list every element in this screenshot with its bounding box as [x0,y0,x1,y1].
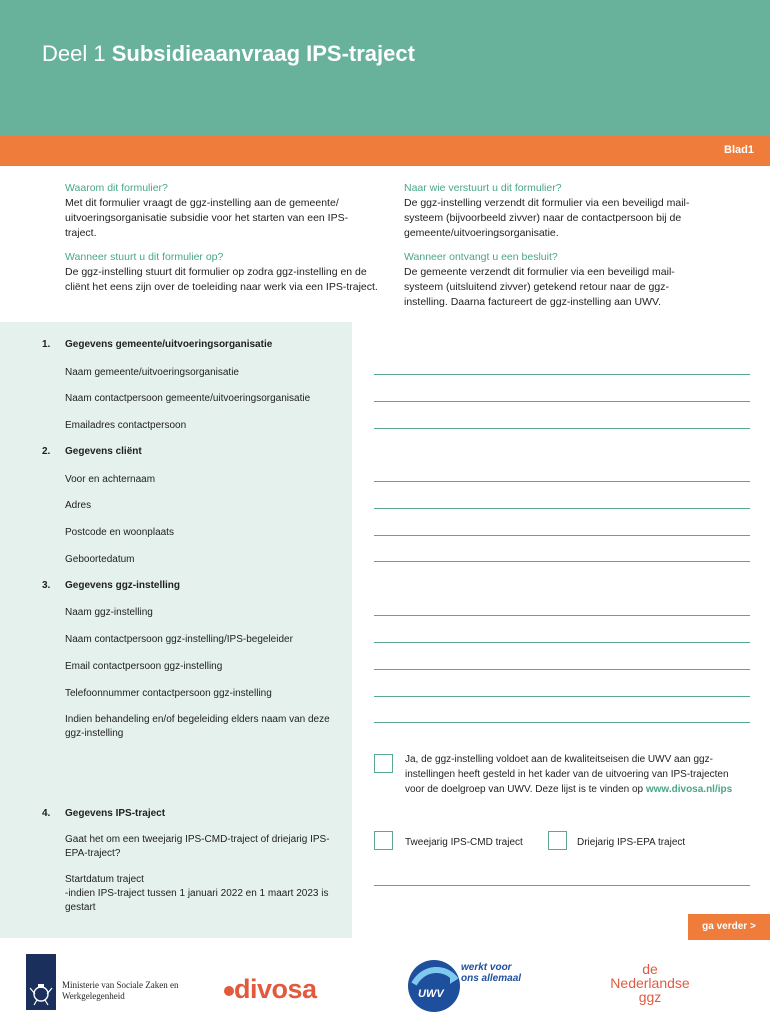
page-header [0,0,770,136]
page-title [42,41,415,67]
ggz-email-field[interactable] [374,669,750,670]
intro-decision [404,250,704,310]
ggz-phone-field[interactable] [374,696,750,697]
client-postcode-field[interactable] [374,535,750,536]
client-birthdate-field[interactable] [374,561,750,562]
sheet-label: Blad1 [724,144,754,156]
uwv-logo-icon [406,958,462,1014]
client-name-field[interactable] [374,481,750,482]
nederlandse-ggz-logo [600,962,700,1004]
intro-answer: De ggz-instelling verzendt dit formulier via een beveiligd mail-systeem (bijvoorbeeld zivver) naar de contactpersoon bij de gemeente/uitvoeringsorganisatie. [404,197,690,239]
field-label: Emailadres contactpersoon [65,420,187,431]
municipality-name-field[interactable] [374,374,750,375]
ndl-word: de [642,961,658,977]
field-label: Naam ggz-instelling [65,607,153,618]
intro-to-whom [404,181,726,241]
intro-answer: De ggz-instelling stuurt dit formulier op zodra ggz-instelling en de cliënt het eens zijn over de toeleiding naar werk via een IPS-traject. [65,266,378,293]
field-label: Adres [65,500,92,511]
field-label: Naam contactpersoon ggz-instelling/IPS-begeleider [65,634,293,645]
section-title-ggz: Gegevens ggz-instelling [65,580,181,591]
field-label: Gaat het om een tweejarig IPS-CMD-traject of driejarig IPS-EPA-traject? [65,834,330,859]
section-number: 2. [42,446,51,457]
quality-requirements-label [405,752,750,797]
ndl-word: ggz [638,989,662,1005]
cmd-traject-checkbox[interactable] [374,831,393,850]
section-number: 1. [42,339,51,350]
epa-traject-label: Driejarig IPS-EPA traject [577,837,686,848]
cmd-traject-label: Tweejarig IPS-CMD traject [405,837,523,848]
start-date-label [65,873,350,915]
section-number: 4. [42,808,51,819]
field-label: Naam contactpersoon gemeente/uitvoeringsorganisatie [65,393,311,404]
client-address-field[interactable] [374,508,750,509]
epa-traject-checkbox[interactable] [548,831,567,850]
title-part: Deel 1 [42,41,106,66]
start-date-note: -indien IPS-traject tussen 1 januari 2022 en 1 maart 2023 is gestart [65,888,329,913]
quality-requirements-checkbox[interactable] [374,754,393,773]
start-date-field[interactable] [374,885,750,886]
logo-bar [0,952,770,1024]
ministry-crest-icon [26,954,56,1010]
intro-question: Wanneer stuurt u dit formulier op? [65,251,224,263]
divosa-link[interactable]: www.divosa.nl/ips [645,784,733,795]
intro-question: Naar wie verstuurt u dit formulier? [404,182,562,194]
field-label: Naam gemeente/uitvoeringsorganisatie [65,367,239,378]
quality-text: Ja, de ggz-instelling voldoet aan de kwaliteitseisen die UWV aan ggz-instellingen heeft gesteld in het kader van de uitvoering van IPS-trajecten voor de doelgroep van UWV. Deze lijst is te vinden op [405,754,729,795]
start-date-title: Startdatum traject [65,874,144,885]
intro-when-send [65,250,385,295]
field-label: Postcode en woonplaats [65,527,174,538]
section-title-client: Gegevens cliënt [65,446,142,457]
field-label: Geboortedatum [65,554,135,565]
title-main: Subsidieaanvraag IPS-traject [111,41,415,66]
uwv-tagline: werkt voor ons allemaal [461,962,522,984]
field-label: Telefoonnummer contactpersoon ggz-instelling [65,688,272,699]
ggz-contact-field[interactable] [374,642,750,643]
divosa-logo-text: divosa [234,974,317,1004]
section-title-ips: Gegevens IPS-traject [65,808,166,819]
intro-question: Waarom dit formulier? [65,182,168,194]
sheet-bar [0,136,770,166]
field-label: Email contactpersoon ggz-instelling [65,661,223,672]
municipality-email-field[interactable] [374,428,750,429]
intro-answer: Met dit formulier vraagt de ggz-instelling aan de gemeente/ uitvoeringsorganisatie subsidie voor het starten van een IPS-traject. [65,197,349,239]
uwv-logo-text: UWV [418,988,444,1000]
intro-question: Wanneer ontvangt u een besluit? [404,251,558,263]
municipality-contact-field[interactable] [374,401,750,402]
field-label: Indien behandeling en/of begeleiding elders naam van deze ggz-instelling [65,714,330,739]
ndl-word: Nederlandse [610,975,690,991]
section-title-municipality: Gegevens gemeente/uitvoeringsorganisatie [65,339,273,350]
intro-why [65,181,365,241]
ggz-elsewhere-field[interactable] [374,722,750,723]
field-label: Voor en achternaam [65,474,156,485]
section-number: 3. [42,580,51,591]
ggz-name-field[interactable] [374,615,750,616]
next-button[interactable]: ga verder > [688,914,770,940]
ministry-name: Ministerie van Sociale Zaken en Werkgelegenheid [62,980,179,1001]
ministry-ribbon-icon [26,954,56,1010]
intro-answer: De gemeente verzendt dit formulier via een beveiligd mail-systeem (uitsluitend zivver) getekend retour naar de ggz-instelling. Daarna factureert de ggz-instelling aan UWV. [404,266,675,308]
